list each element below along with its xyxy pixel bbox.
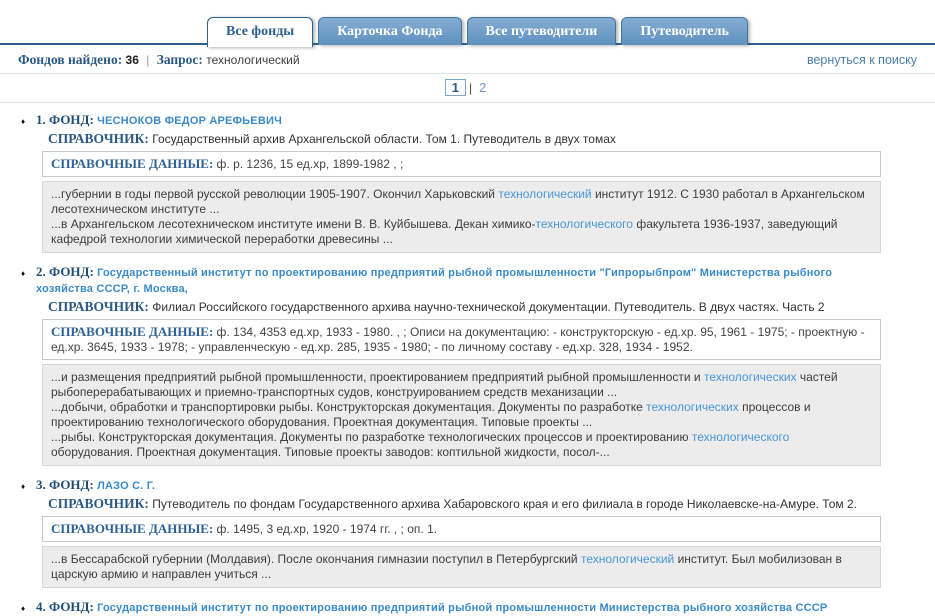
search-result <box>22 475 881 588</box>
highlighted-term: технологического <box>691 430 790 444</box>
reference-data-label: СПРАВОЧНЫЕ ДАННЫЕ: <box>51 521 217 536</box>
reference-data-label: СПРАВОЧНЫЕ ДАННЫЕ: <box>51 156 217 171</box>
results-list <box>0 103 935 616</box>
snippet-text: оборудования. Проектная документация. Типовые проекты заводов: коптильной жидкости, посол-... <box>51 445 610 459</box>
tab-путеводитель[interactable]: Путеводитель <box>621 17 748 45</box>
fund-label: ФОНД: <box>49 264 98 279</box>
highlighted-term: технологических <box>703 370 797 384</box>
guide-text: Путеводитель по фондам Государственного архива Хабаровского края и его филиала в городе Николаевске-на-Амуре. Том 2. <box>152 497 857 511</box>
reference-data-text: ф. 134, 4353 ед.хр, 1933 - 1980. , ; Описи на документацию: - конструкторскую - ед.хр. 95, 1961 - 1975; - проектную - ед.хр. 3645, 1933 - 1978; - управленческую - ед.хр. 285, 1935 - 1980; - по личному составу - ед.хр. 328, 1934 - 1952. <box>51 325 865 354</box>
page-2[interactable]: 2 <box>479 80 487 95</box>
highlighted-term: технологический <box>580 552 675 566</box>
snippet-text: институт. Был мобилизован в царскую армию и направлен учиться ... <box>51 552 842 581</box>
reference-data-box <box>42 151 881 177</box>
pagination-divider: | <box>468 81 473 95</box>
snippet-text: ...в Бессарабской губернии (Молдавия). После окончания гимназии поступил в Петербургский <box>51 552 581 566</box>
snippet-line <box>51 370 872 400</box>
snippet-text: частей рыбоперерабатывающих и приемно-транспортных судов, конструированием средств механизации ... <box>51 370 838 399</box>
guide-text: Филиал Российского государственного архива научно-технической документации. Путеводитель. В двух частях. Часть 2 <box>152 300 825 314</box>
fund-link[interactable]: Государственный институт по проектированию предприятий рыбной промышленности Министерства рыбного хозяйства СССР <box>97 602 828 614</box>
guide-line <box>48 131 881 147</box>
snippet-box <box>42 181 881 253</box>
search-result <box>22 597 881 616</box>
bullet-icon: ♦ <box>21 269 26 278</box>
fund-link[interactable]: ЛАЗО С. Г. <box>97 480 156 492</box>
snippet-box <box>42 364 881 466</box>
reference-data-text: ф. р. 1236, 15 ед.хр, 1899-1982 , ; <box>216 157 404 171</box>
query-label: Запрос: <box>156 52 203 67</box>
search-result <box>22 262 881 466</box>
highlighted-term: технологических <box>646 400 739 414</box>
snippet-text: ...добычи, обработки и транспортировки рыбы. Конструкторская документация. Документы по разработке <box>51 400 647 414</box>
fund-label: ФОНД: <box>49 112 98 127</box>
tab-bar <box>0 12 935 45</box>
tab-карточка-фонда[interactable]: Карточка Фонда <box>318 17 461 45</box>
guide-line <box>48 496 881 512</box>
results-header <box>0 45 935 73</box>
back-to-search-link[interactable]: вернуться к поиску <box>806 53 917 67</box>
search-result <box>22 110 881 253</box>
header-divider: | <box>146 53 150 67</box>
snippet-text: ...и размещения предприятий рыбной промышленности, проектированием предприятий рыбной промышленности и <box>51 370 704 384</box>
page-1: 1 <box>445 79 466 96</box>
fund-link[interactable]: Государственный институт по проектированию предприятий рыбной промышленности "Гипрорыбпром" Министерства рыбного хозяйства СССР, г. Москва, <box>36 267 833 295</box>
reference-data-text: ф. 1495, 3 ед.хр, 1920 - 1974 гг. , ; оп. 1. <box>216 522 438 536</box>
snippet-line <box>51 400 872 430</box>
query-value: технологический <box>206 53 300 67</box>
result-number: 1. <box>36 112 49 127</box>
bullet-icon: ♦ <box>21 482 26 491</box>
results-summary <box>18 52 300 68</box>
result-title <box>21 597 881 616</box>
fund-label: ФОНД: <box>49 599 98 614</box>
result-number: 4. <box>36 599 49 614</box>
result-number: 2. <box>36 264 49 279</box>
result-title <box>21 475 881 494</box>
snippet-text: процессов и проектированию технологического оборудования. Проектная документация. Типовые проекты ... <box>51 400 811 429</box>
guide-label: СПРАВОЧНИК: <box>48 131 153 146</box>
found-label: Фондов найдено: <box>18 52 123 67</box>
guide-label: СПРАВОЧНИК: <box>48 496 153 511</box>
snippet-line <box>51 187 872 217</box>
highlighted-term: технологического <box>535 217 633 231</box>
reference-data-label: СПРАВОЧНЫЕ ДАННЫЕ: <box>51 324 217 339</box>
snippet-text: ...губернии в годы первой русской революции 1905-1907. Окончил Харьковский <box>51 187 499 201</box>
bullet-icon: ♦ <box>21 117 26 126</box>
found-count: 36 <box>125 53 139 67</box>
fund-link[interactable]: ЧЕСНОКОВ ФЕДОР АРЕФЬЕВИЧ <box>97 115 282 127</box>
snippet-text: факультета 1936-1937, заведующий кафедрой технологии химической переработки древесины ... <box>51 217 838 246</box>
snippet-line <box>51 217 872 247</box>
snippet-line <box>51 430 872 460</box>
snippet-text: институт 1912. С 1930 работал в Архангельском лесотехническом институте ... <box>51 187 865 216</box>
tab-все-путеводители[interactable]: Все путеводители <box>467 17 617 45</box>
result-title <box>21 262 881 297</box>
highlighted-term: технологический <box>498 187 592 201</box>
pagination <box>0 73 935 103</box>
reference-data-box <box>42 319 881 360</box>
reference-data-box <box>42 516 881 542</box>
bullet-icon: ♦ <box>21 604 26 613</box>
snippet-line <box>51 552 872 582</box>
guide-label: СПРАВОЧНИК: <box>48 299 153 314</box>
snippet-box <box>42 546 881 588</box>
tab-все-фонды[interactable]: Все фонды <box>207 17 313 47</box>
result-title <box>21 110 881 129</box>
guide-line <box>48 299 881 315</box>
guide-text: Государственный архив Архангельской области. Том 1. Путеводитель в двух томах <box>152 132 616 146</box>
snippet-text: ...рыбы. Конструкторская документация. Документы по разработке технологических процессов и проектированию <box>51 430 692 444</box>
result-number: 3. <box>36 477 49 492</box>
fund-label: ФОНД: <box>49 477 98 492</box>
snippet-text: ...в Архангельском лесотехническом институте имени В. В. Куйбышева. Декан химико- <box>51 217 536 231</box>
